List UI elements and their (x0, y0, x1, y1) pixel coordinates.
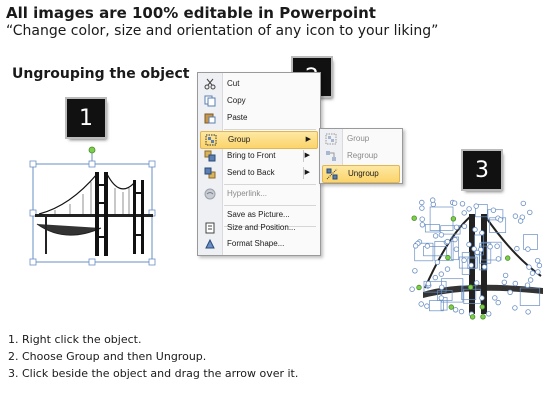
selection-handle (413, 269, 418, 274)
menu-item-size-and-position[interactable] (200, 220, 316, 236)
selection-box (462, 253, 469, 275)
selection-handle (518, 219, 523, 224)
menu-item-label: Copy (227, 96, 246, 105)
bridge-object-selected[interactable] (25, 144, 160, 266)
selection-handle (431, 202, 436, 207)
selection-box (430, 207, 453, 231)
selection-handle (486, 312, 491, 317)
selection-handle (526, 247, 531, 252)
selection-handle (426, 281, 431, 286)
selection-handle (419, 302, 424, 307)
selection-handle (449, 305, 454, 310)
selection-handle (480, 231, 485, 236)
selection-handle (513, 214, 518, 219)
selection-handle (469, 263, 474, 268)
selection-handle (496, 300, 501, 305)
menu-item-bring-to-front[interactable] (200, 148, 316, 164)
selection-handle (468, 285, 473, 290)
selection-handle (474, 281, 479, 286)
menu-item-label: Hyperlink... (227, 189, 268, 198)
step-badge-1: 1 (67, 99, 105, 137)
selection-handle (435, 260, 440, 265)
submenu-arrow-icon: ▶ (304, 152, 310, 159)
selection-handle (530, 271, 535, 276)
selection-handle (536, 270, 541, 275)
submenu-arrow-icon: ▶ (304, 169, 310, 176)
page-subtitle: “Change color, size and orientation of any icon to your liking” (6, 23, 439, 39)
menu-item-label: Send to Back (227, 168, 275, 177)
selection-handle (474, 204, 479, 209)
selection-handle (528, 278, 533, 283)
menu-item-send-to-back[interactable] (200, 165, 316, 181)
selection-handle (467, 207, 472, 212)
selection-handle (410, 287, 415, 292)
selection-handle (420, 223, 425, 228)
menu-item-label: Group (228, 135, 251, 144)
selection-handle (493, 296, 498, 301)
submenu-item-ungroup[interactable] (322, 165, 400, 183)
selection-handle (480, 305, 485, 310)
selection-handle (498, 218, 503, 223)
selection-handle (445, 267, 450, 272)
submenu-item-regroup[interactable] (322, 148, 398, 164)
selection-handle (420, 206, 425, 211)
selection-handle (462, 258, 467, 263)
submenu-item-group[interactable] (322, 131, 398, 147)
selection-handle (502, 280, 507, 285)
selection-handle (460, 202, 465, 207)
bridge-object-ungrouped[interactable] (403, 196, 551, 324)
menu-item-label: Bring to Front (227, 151, 276, 160)
selection-handle (537, 263, 542, 268)
selection-handle (439, 233, 444, 238)
selection-handle (505, 256, 510, 261)
copy-icon (204, 95, 216, 107)
selection-handle (473, 227, 478, 232)
instructions-list (8, 331, 298, 382)
size-position-icon (204, 222, 216, 234)
selection-handle (439, 296, 444, 301)
selection-handle (528, 210, 533, 215)
selection-handle (417, 285, 422, 290)
instruction-step-2: 2. Choose Group and then Ungroup. (8, 350, 207, 363)
submenu-item-label: Group (347, 134, 370, 143)
selection-handle (503, 273, 508, 278)
selection-handle (527, 265, 532, 270)
selection-handle (439, 272, 444, 277)
selection-handle (420, 217, 425, 222)
bring-to-front-icon (204, 150, 216, 162)
selection-handle (453, 308, 458, 313)
submenu-item-label: Regroup (347, 151, 378, 160)
selection-handle (488, 244, 493, 249)
menu-item-format-shape[interactable] (200, 236, 316, 252)
menu-item-hyperlink[interactable] (200, 186, 316, 202)
context-menu (197, 72, 321, 256)
submenu-item-label: Ungroup (348, 169, 379, 178)
selection-handle (454, 225, 459, 230)
selection-handle (452, 201, 457, 206)
selection-handle (521, 201, 526, 206)
hyperlink-icon (204, 188, 216, 200)
menu-item-paste[interactable] (200, 110, 316, 126)
instruction-step-1: 1. Right click the object. (8, 333, 142, 346)
menu-item-copy[interactable] (200, 93, 316, 109)
selection-handle (526, 310, 531, 315)
group-submenu (319, 128, 403, 184)
selection-box (425, 224, 439, 232)
selection-handle (453, 237, 458, 242)
ungroup-icon (326, 168, 338, 180)
selection-handle (513, 281, 518, 286)
menu-item-cut[interactable] (200, 76, 316, 92)
selection-handle (495, 244, 500, 249)
selection-handle (454, 247, 459, 252)
selection-handle (459, 309, 464, 314)
selection-handle (446, 255, 451, 260)
selection-handle (535, 258, 540, 263)
selection-handle (420, 200, 425, 205)
selection-handle (425, 244, 430, 249)
selection-handle (451, 217, 456, 222)
selection-handle (462, 224, 467, 229)
selection-handle (467, 242, 472, 247)
menu-item-group[interactable] (200, 131, 318, 149)
selection-handle (481, 315, 486, 320)
step-badge-3: 3 (463, 151, 501, 189)
selection-handle (413, 244, 418, 249)
menu-item-label: Save as Picture... (227, 210, 290, 219)
selection-handle (425, 304, 430, 309)
menu-item-label: Size and Position... (227, 223, 296, 232)
selection-handle (445, 239, 450, 244)
paste-icon (204, 112, 216, 124)
group-icon (325, 133, 337, 145)
selection-box (524, 235, 538, 250)
selection-handle (496, 257, 501, 262)
section-title: Ungrouping the object (12, 66, 190, 82)
selection-handle (412, 216, 417, 221)
selection-handle (515, 246, 520, 251)
selection-handle (433, 234, 438, 239)
selection-handle (480, 296, 485, 301)
instruction-step-3: 3. Click beside the object and drag the arrow over it. (8, 367, 299, 380)
menu-item-label: Cut (227, 79, 240, 88)
format-shape-icon (204, 238, 216, 250)
group-icon (205, 134, 217, 146)
send-to-back-icon (204, 167, 216, 179)
menu-item-label: Paste (227, 113, 248, 122)
selection-handle (513, 306, 518, 311)
selection-handle (433, 275, 438, 280)
selection-handle (462, 211, 467, 216)
selection-handle (491, 208, 496, 213)
scissors-icon (204, 78, 216, 90)
selection-handle (525, 283, 530, 288)
menu-item-label: Format Shape... (227, 239, 285, 248)
selection-handle (475, 250, 480, 255)
selection-handle (482, 265, 487, 270)
regroup-icon (325, 150, 337, 162)
selection-handle (470, 315, 475, 320)
selection-handle (439, 285, 444, 290)
selection-handle (430, 198, 435, 203)
submenu-arrow-icon: ▶ (305, 136, 311, 143)
selection-handle (508, 290, 513, 295)
bridge-illustration (35, 172, 153, 256)
page-title: All images are 100% editable in Powerpoint (6, 4, 376, 22)
